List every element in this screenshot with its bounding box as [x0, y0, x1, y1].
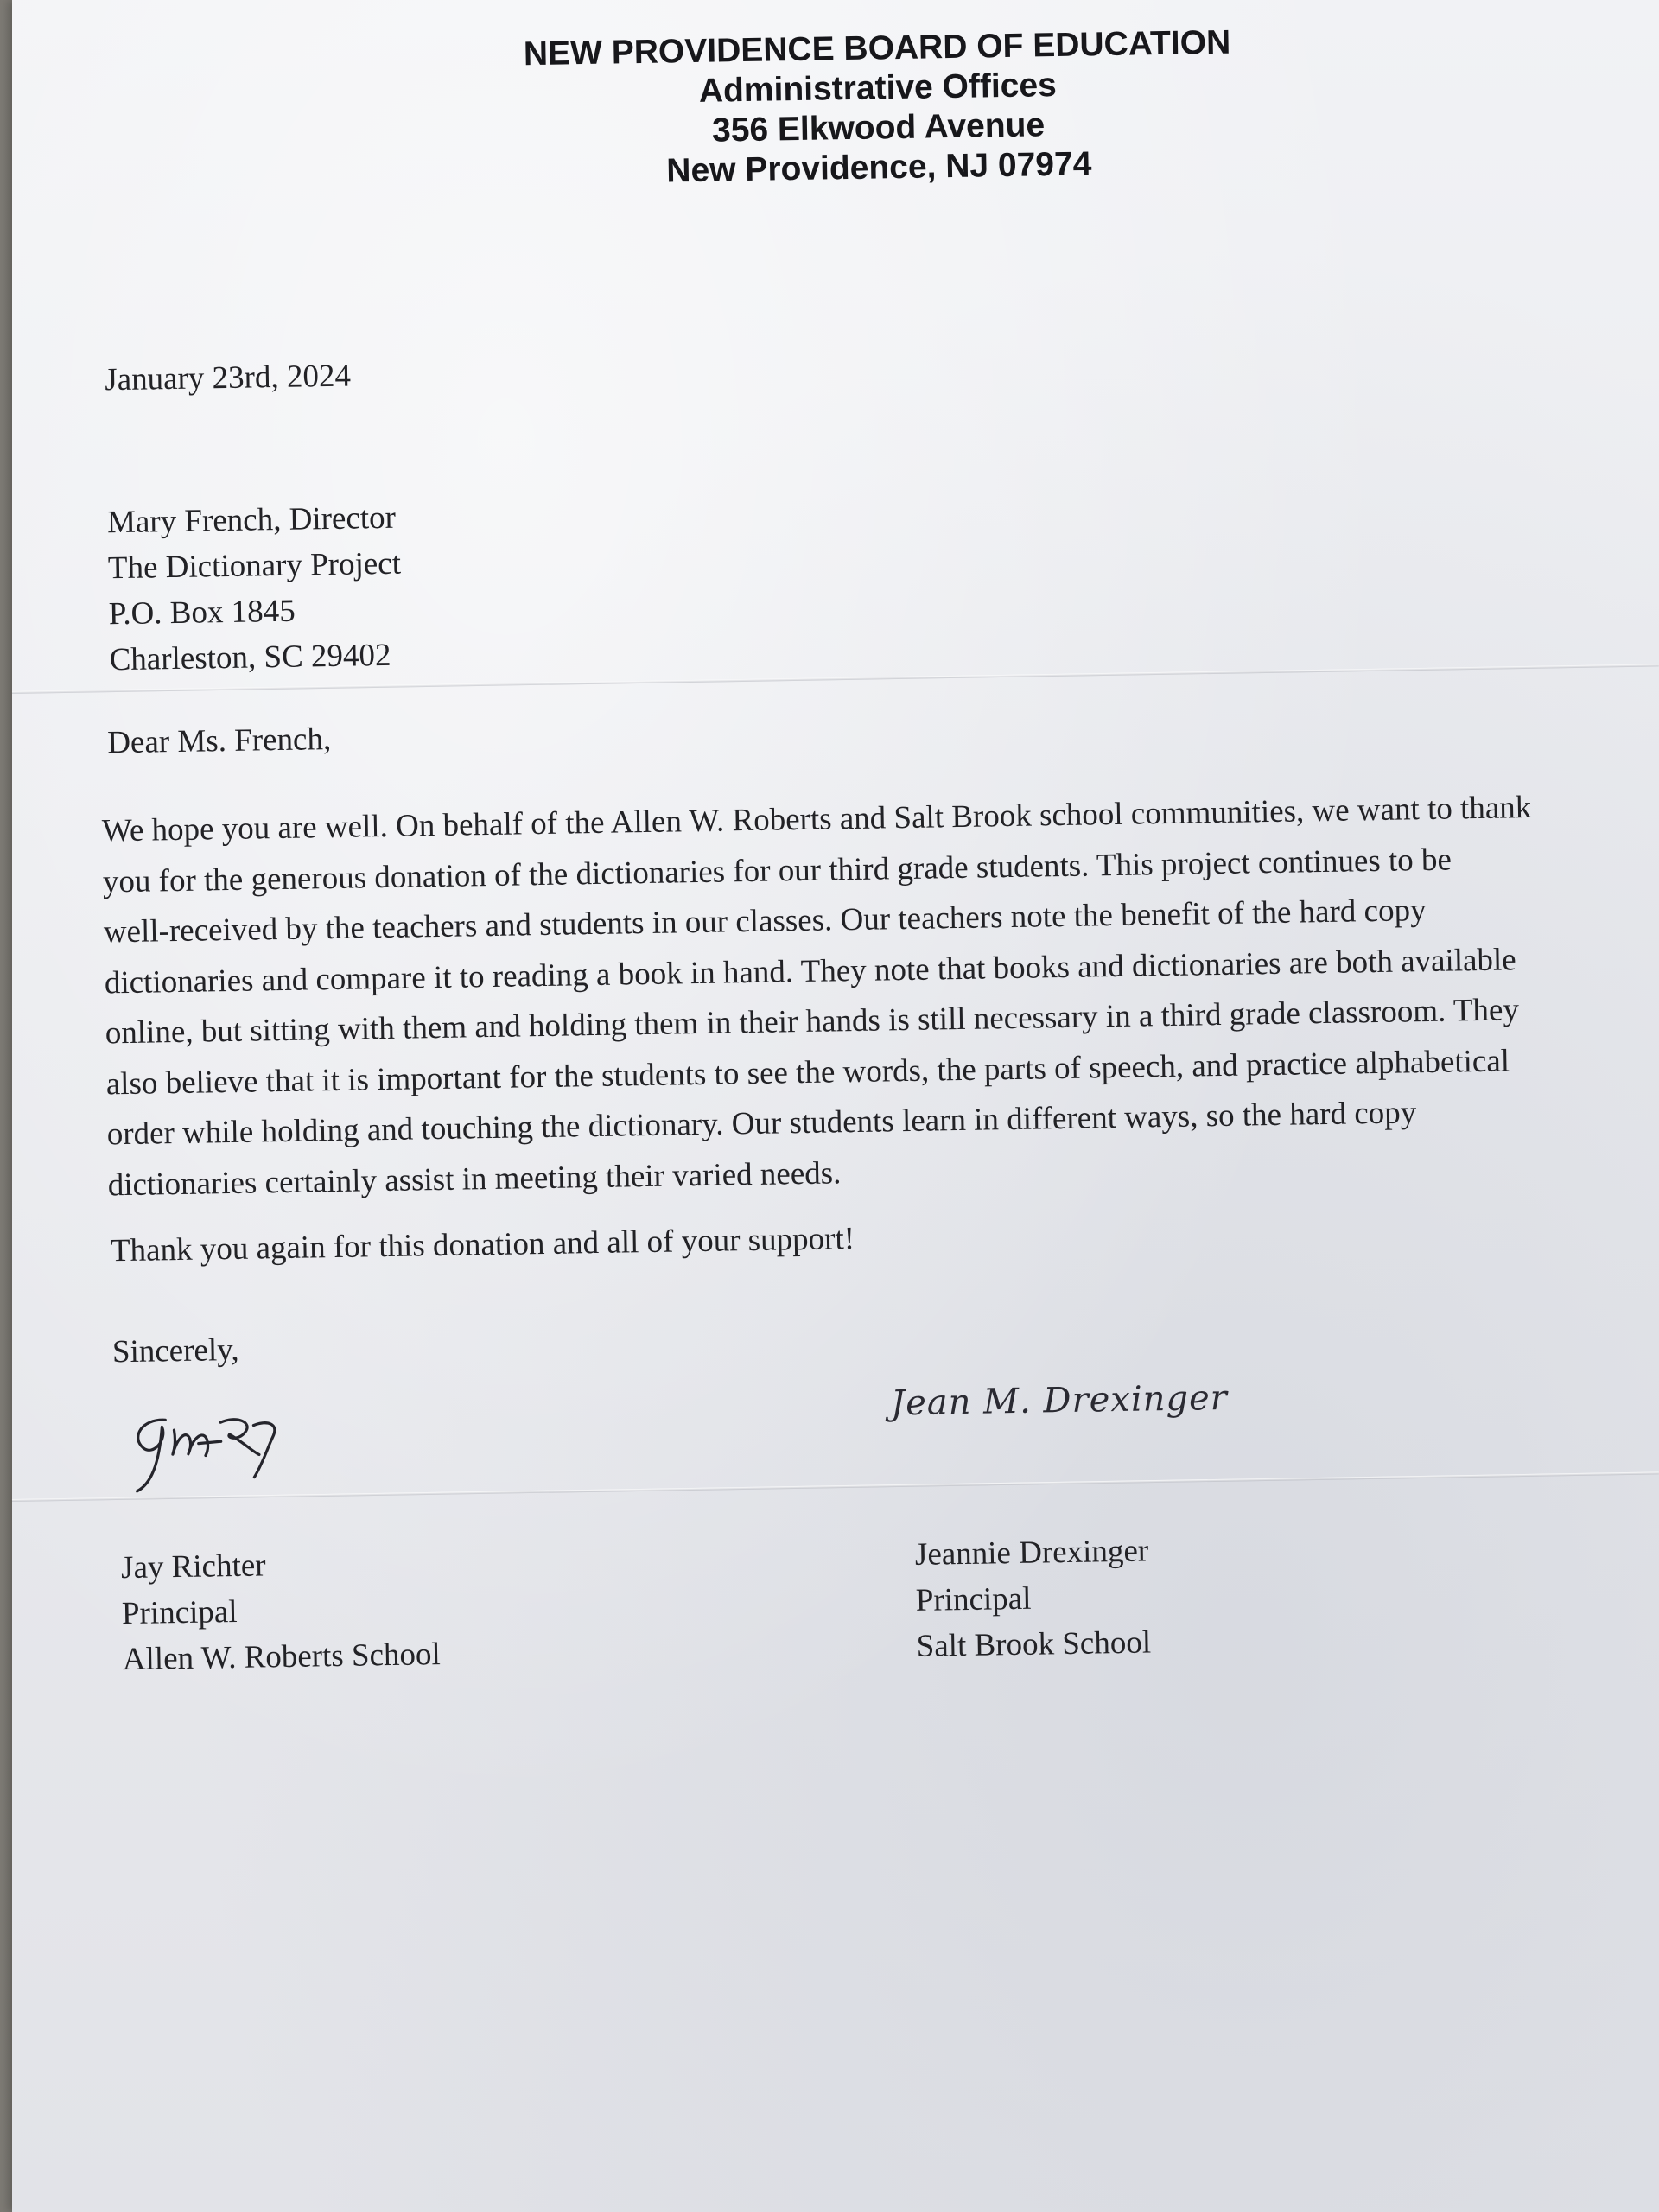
signer-title: Principal: [121, 1593, 238, 1632]
letterhead-department: Administrative Offices: [698, 66, 1058, 110]
letterhead-street: 356 Elkwood Avenue: [711, 106, 1046, 149]
letterhead-city: New Providence, NJ 07974: [665, 145, 1092, 190]
body-paragraph: [101, 780, 1659, 1211]
signer-school: Salt Brook School: [916, 1624, 1152, 1664]
signer-block-left: [121, 1540, 442, 1682]
recipient-name: Mary French, Director: [106, 499, 397, 541]
body-line: dictionaries certainly assist in meeting their varied needs.: [107, 1154, 842, 1203]
signer-title: Principal: [915, 1580, 1032, 1618]
recipient-address: [107, 495, 404, 683]
body-line: you for the generous donation of the dictionaries for our third grade students. This project continues to be: [102, 842, 1452, 899]
signer-name: Jay Richter: [120, 1548, 266, 1586]
closing: Sincerely,: [111, 1332, 239, 1370]
body-line: also believe that it is important for the students to see the words, the parts of speech, and practice alphabetical: [105, 1042, 1510, 1102]
signature-jay-richter-icon: [124, 1402, 350, 1500]
signature-jeannie-drexinger: Jean M. Drexinger: [890, 1377, 1229, 1424]
salutation: Dear Ms. French,: [106, 721, 332, 761]
body-line: online, but sitting with them and holding them in their hands is still necessary in a third grade classroom. They: [105, 992, 1520, 1052]
letter-content: [12, 0, 1659, 2212]
recipient-address-line2: Charleston, SC 29402: [109, 637, 391, 678]
signer-name: Jeannie Drexinger: [914, 1533, 1149, 1573]
recipient-address-line1: P.O. Box 1845: [108, 593, 296, 632]
body-line: well-received by the teachers and students in our classes. Our teachers note the benefit of the hard copy: [103, 893, 1427, 950]
body-line: dictionaries and compare it to reading a book in hand. They note that books and dictionaries are both available: [104, 941, 1516, 1001]
signer-block-right: [915, 1528, 1152, 1669]
letter-date: January 23rd, 2024: [104, 358, 352, 398]
body-line: We hope you are well. On behalf of the Allen W. Roberts and Salt Brook school communities, we want to thank: [101, 789, 1532, 849]
signer-school: Allen W. Roberts School: [122, 1637, 442, 1678]
letterhead: [359, 20, 1398, 196]
recipient-organization: The Dictionary Project: [107, 545, 402, 587]
letterhead-organization: NEW PROVIDENCE BOARD OF EDUCATION: [523, 23, 1231, 73]
letter-paper: [12, 0, 1659, 2212]
body-line: order while holding and touching the dictionary. Our students learn in different ways, so the hard copy: [106, 1095, 1417, 1153]
thank-you-line: Thank you again for this donation and all of your support!: [110, 1221, 855, 1269]
